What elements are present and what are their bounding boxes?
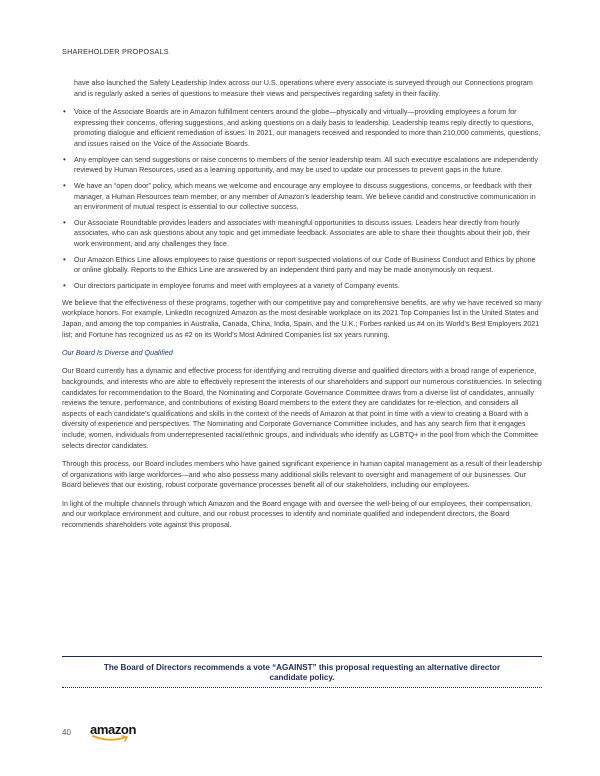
list-item-text: Voice of the Associate Boards are in Amazon fulfillment centers around the globe—physically and virtually—providing employees a forum for expressing their concerns, offering suggestions, and asking questions on a daily basis to leadership. Leadership teams reply directly to questions, promoting dialogue and efficient remediation of issues. In 2021, our managers received and responded to more than 210,000 comments, questions, and issues raised on the Voice of the Associate Boards. — [74, 107, 541, 148]
board-recommendation — [62, 663, 542, 684]
recommendation-line-2: candidate policy. — [269, 673, 335, 683]
feedback-channels-list — [62, 107, 542, 292]
recommendation-top-rule — [62, 656, 542, 657]
section-subheading: Our Board Is Diverse and Qualified — [62, 349, 173, 357]
amazon-logo — [90, 722, 136, 744]
honors-paragraph: We believe that the effectiveness of these programs, together with our competitive pay and comprehensive benefits, are why we have received so many workplace honors. For example, LinkedIn recognized Amazon as the most desirable workplace on its 2021 Top Companies list in the United States and Japan, and among the top companies in Australia, Canada, China, India, Spain, and the U.K.; Forbes ranked us #4 on its World’s Best Employers 2021 list; and Fortune has recognized us as #2 on its World’s Most Admired Companies list six years running. — [62, 298, 542, 339]
list-item-text: Our Associate Roundtable provides leaders and associates with meaningful opportunities to discuss issues. Leaders hear directly from hourly associates, who can ask questions about any topic and get immediate feedback. Associates are able to share their thoughts about their job, their work environment, and any challenges they face. — [74, 218, 531, 249]
list-item — [62, 155, 542, 176]
logo-wordmark: amazon — [90, 722, 137, 737]
recommendation-bottom-rule — [62, 687, 542, 688]
running-header: SHAREHOLDER PROPOSALS — [62, 47, 169, 56]
bullet-icon: • — [63, 254, 66, 264]
recommendation-line-1: The Board of Directors recommends a vote “AGAINST” this proposal requesting an alternative director — [103, 663, 501, 672]
bullet-icon: • — [63, 106, 66, 116]
board-process-paragraph: Our Board currently has a dynamic and effective process for identifying and recruiting diverse and qualified directors with a broad range of experience, backgrounds, and interests who are able to effectively represent the interests of our shareholders and support our numerous constituencies. In selecting candidates for recommendation to the Board, the Nominating and Corporate Governance Committee draws from a diverse list of candidates, annually reviews the tenure, performance, and contributions of existing Board members to the extent they are candidates for re-election, and considers all aspects of each candidate’s qualifications and skills in the context of the needs of Amazon at that point in time with a view to creating a Board with a diversity of experience and perspectives. The Nominating and Corporate Governance Committee includes, and has any search firm that it engages include, women, individuals from underrepresented racial/ethnic groups, and individuals who identify as LGBTQ+ in the pool from which the Committee selects director candidates. — [62, 367, 542, 450]
list-item-text: Any employee can send suggestions or raise concerns to members of the senior leadership team. All such executive escalations are independently reviewed by Human Resources, used as a learning opportunity, and may be used to update our processes to prevent gaps in the future. — [74, 155, 539, 175]
list-item — [62, 181, 542, 213]
bullet-icon: • — [63, 217, 66, 227]
list-item-text: Our Amazon Ethics Line allows employees to raise questions or report suspected violations of our Code of Business Conduct and Ethics by phone or online globally. Reports to the Ethics Line are answered by an independent third party and may be made anonymously on request. — [74, 255, 536, 275]
list-item-text: We have an “open door” policy, which means we welcome and encourage any employee to discuss suggestions, concerns, or feedback with their manager, a Human Resources team member, or any member of Amazon’s leadership team. We believe candid and constructive communication in an environment of mutual respect is essential to our collective success. — [74, 181, 536, 212]
bullet-icon: • — [63, 180, 66, 190]
body-content — [62, 78, 542, 538]
list-item-text: Our directors participate in employee forums and meet with employees at a variety of Company events. — [74, 282, 400, 291]
page-number: 40 — [62, 728, 71, 737]
board-experience-paragraph: Through this process, our Board includes members who have gained significant experience in human capital management as a result of their leadership of organizations with large workforces—and who also possess many additional skills relevant to oversight and management of our businesses. Our Board believes that our existing, robust corporate governance processes benefit all of our stakeholders, including our employees. — [62, 459, 542, 490]
continued-paragraph: have also launched the Safety Leadership Index across our U.S. operations where every associate is surveyed through our Connections program and is regularly asked a series of questions to measure their views and perspectives regarding safety in their facility. — [74, 79, 533, 98]
list-item — [62, 218, 542, 250]
smile-arrow-icon — [92, 735, 132, 743]
bullet-icon: • — [63, 281, 66, 291]
list-item — [62, 107, 542, 149]
conclusion-paragraph: In light of the multiple channels through which Amazon and the Board engage with and oversee the well-being of our employees, their compensation, and our workplace environment and culture, and our robust processes to identify and nominate qualified and independent directors, the Board recommends shareholders vote against this proposal. — [62, 499, 532, 529]
bullet-icon: • — [63, 154, 66, 164]
list-item — [62, 281, 542, 292]
list-item — [62, 255, 542, 276]
